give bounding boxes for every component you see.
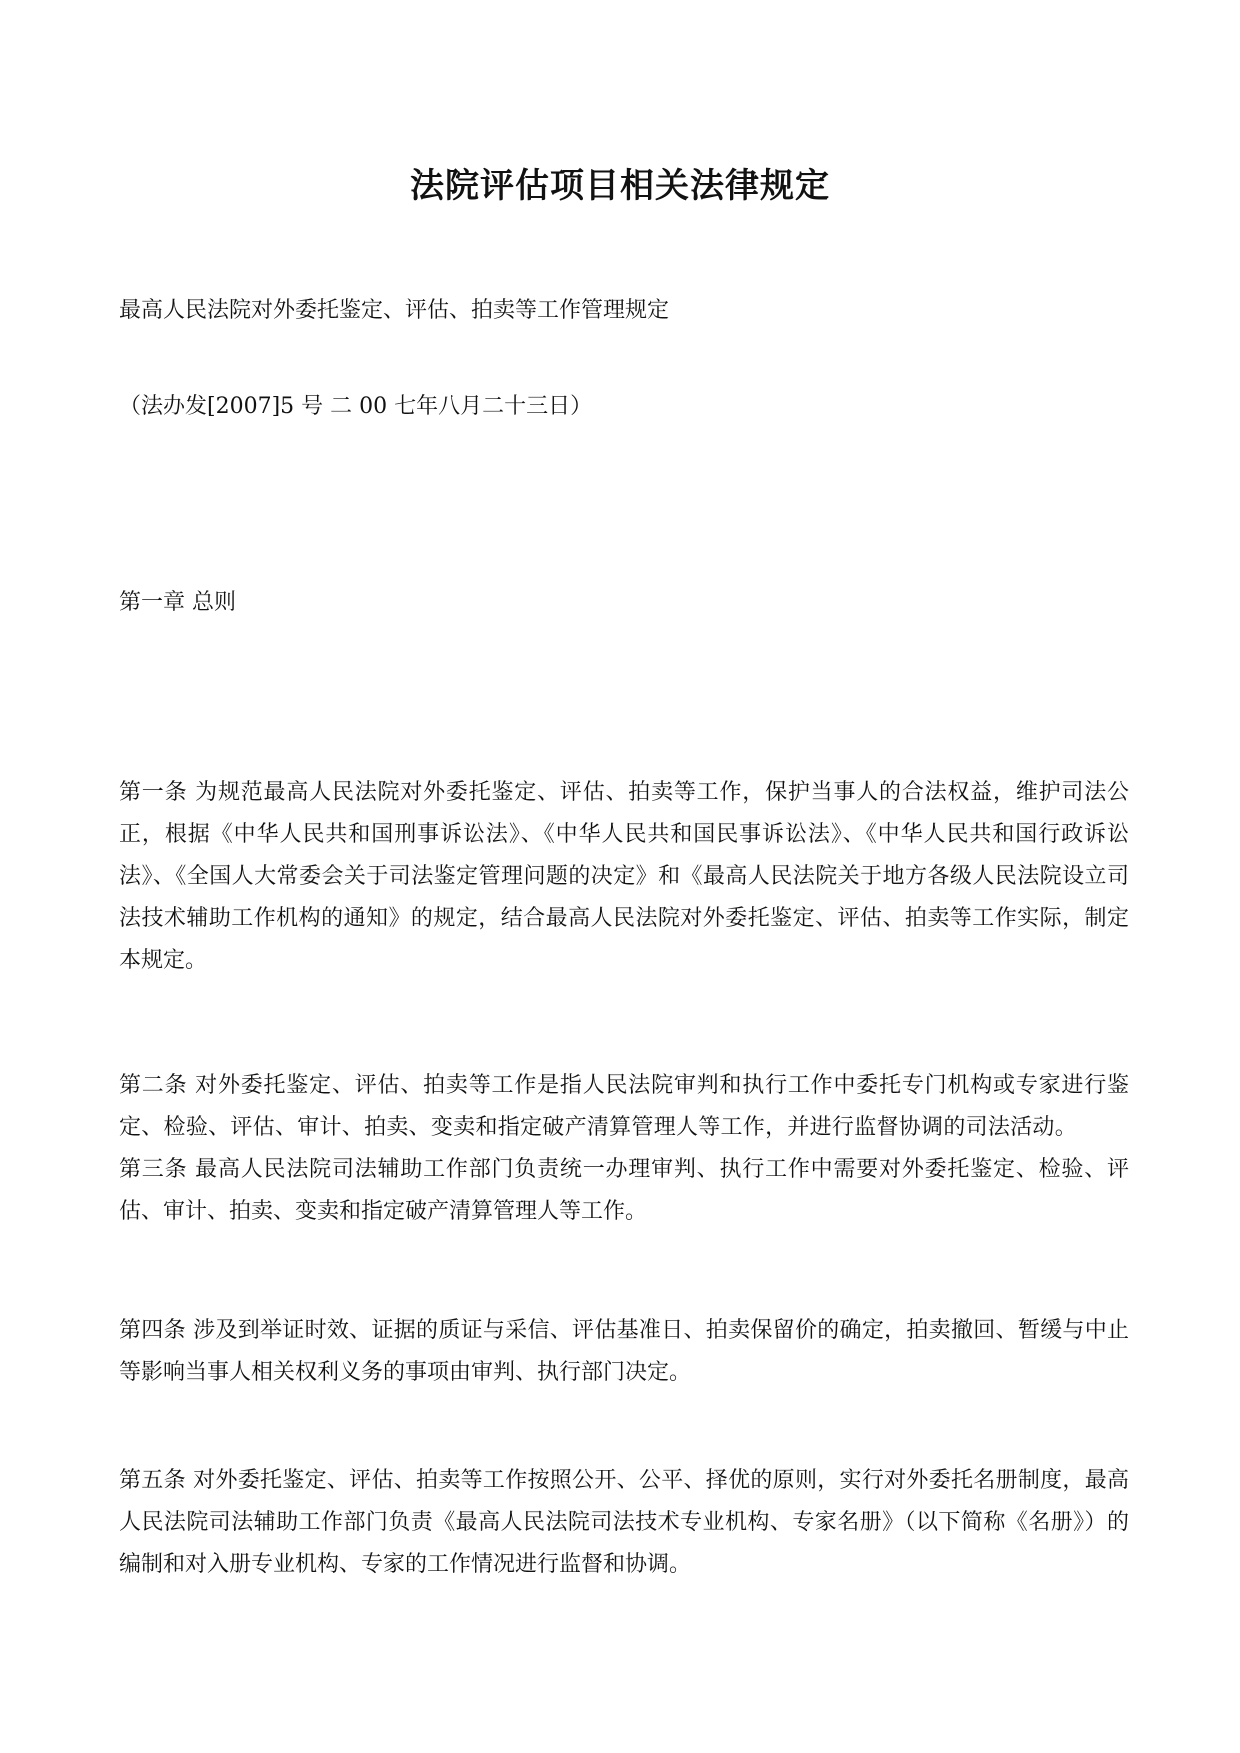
article-4: 第四条 涉及到举证时效、证据的质证与采信、评估基准日、拍卖保留价的确定，拍卖撤回、暂缓与中止等影响当事人相关权利义务的事项由审判、执行部门决定。 <box>119 1318 1129 1385</box>
article-2-3 <box>119 1065 1129 1233</box>
article-1: 第一条 为规范最高人民法院对外委托鉴定、评估、拍卖等工作，保护当事人的合法权益，维护司法公正，根据《中华人民共和国刑事诉讼法》、《中华人民共和国民事诉讼法》、《中华人民共和国行政诉讼法》、《全国人大常委会关于司法鉴定管理问题的决定》和《最高人民法院关于地方各级人民法院设立司法技术辅助工作机构的通知》的规定，结合最高人民法院对外委托鉴定、评估、拍卖等工作实际，制定本规定。 <box>119 780 1129 973</box>
regulation-name: 最高人民法院对外委托鉴定、评估、拍卖等工作管理规定 <box>119 298 670 323</box>
article-5: 第五条 对外委托鉴定、评估、拍卖等工作按照公开、公平、择优的原则，实行对外委托名册制度，最高人民法院司法辅助工作部门负责《最高人民法院司法技术专业机构、专家名册》（以下简称《名册》）的编制和对入册专业机构、专家的工作情况进行监督和协调。 <box>119 1468 1129 1577</box>
chapter-heading: 第一章 总则 <box>119 590 236 615</box>
article-2: 第二条 对外委托鉴定、评估、拍卖等工作是指人民法院审判和执行工作中委托专门机构或专家进行鉴定、检验、评估、审计、拍卖、变卖和指定破产清算管理人等工作，并进行监督协调的司法活动。 <box>119 1073 1129 1140</box>
document-title: 法院评估项目相关法律规定 <box>410 166 830 206</box>
article-3: 第三条 最高人民法院司法辅助工作部门负责统一办理审判、执行工作中需要对外委托鉴定、检验、评估、审计、拍卖、变卖和指定破产清算管理人等工作。 <box>119 1157 1129 1224</box>
document-reference: （法办发[2007]5 号 二 00 七年八月二十三日） <box>119 394 593 419</box>
